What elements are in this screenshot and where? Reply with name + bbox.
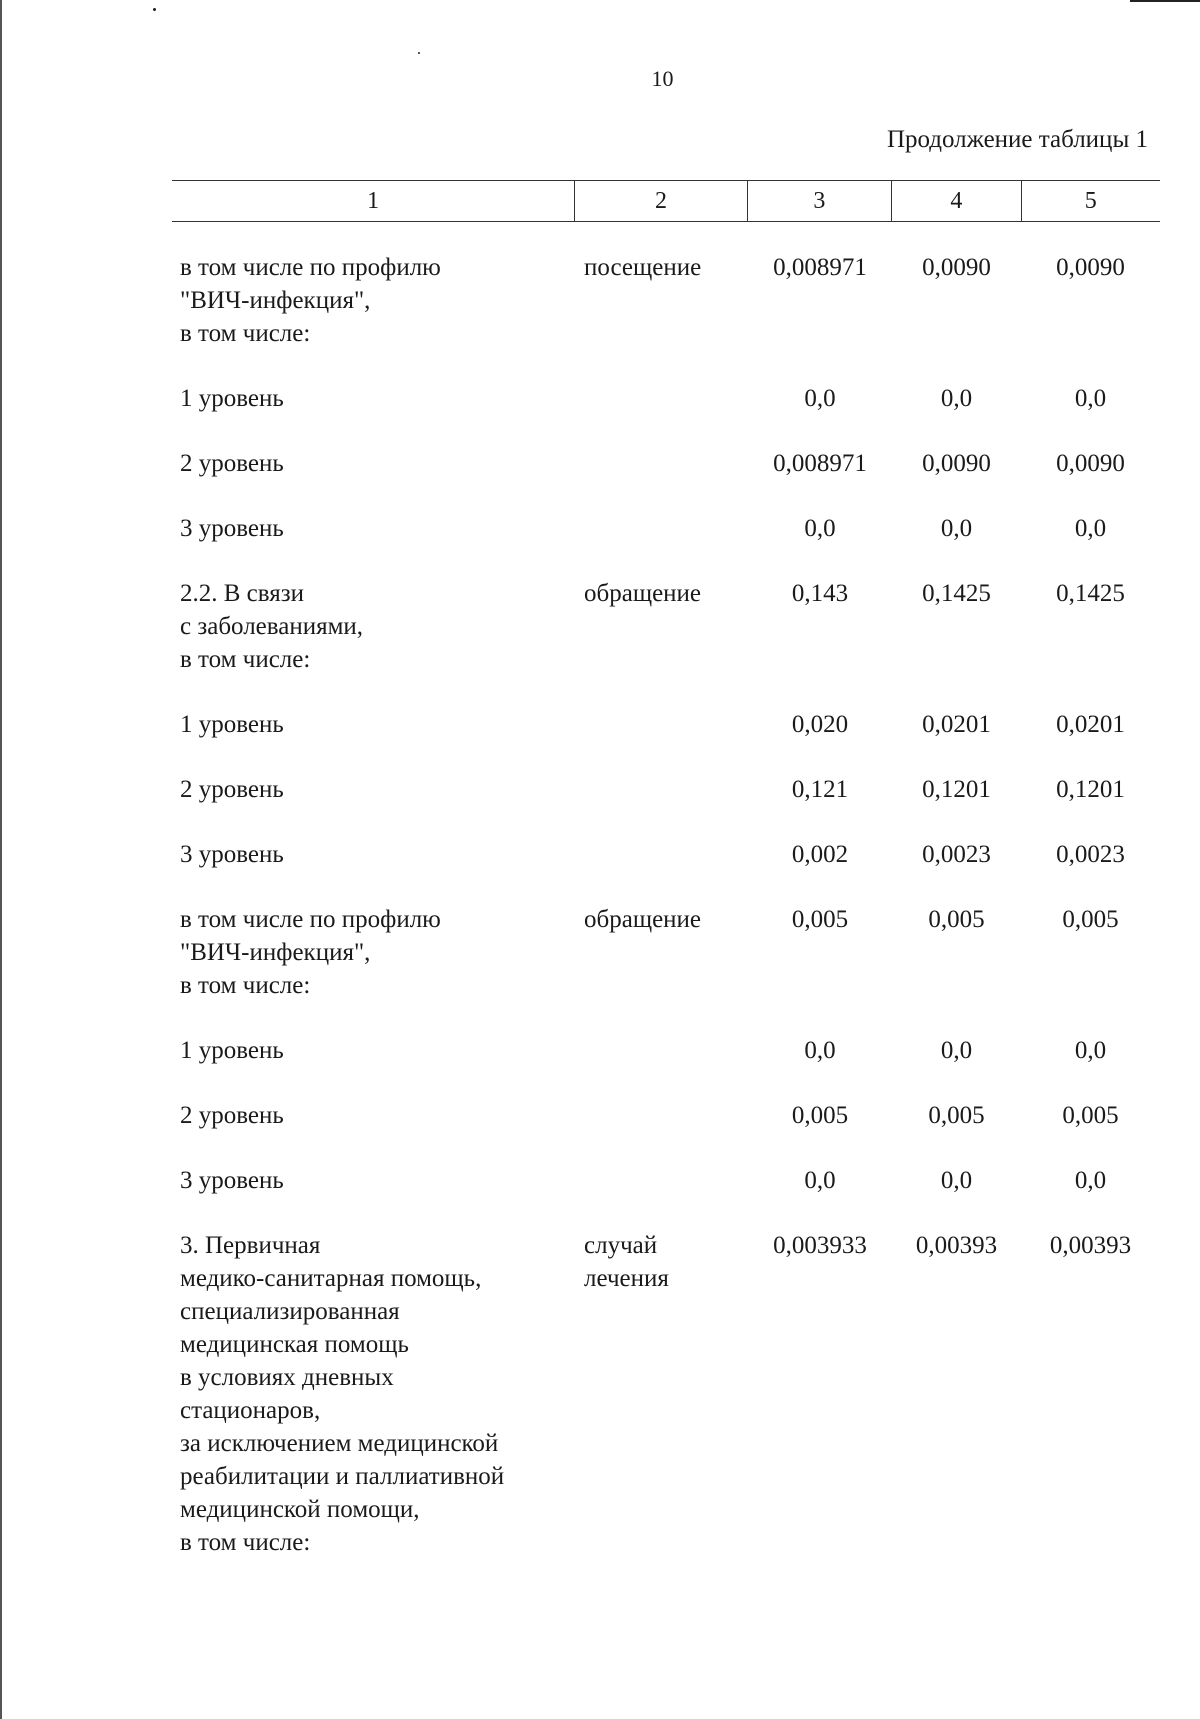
row-name-line: 3 уровень [180, 841, 284, 868]
row-value-v5: 0,0090 [1056, 450, 1125, 477]
row-value-v5: 0,0 [1074, 515, 1107, 542]
scan-edge-line [0, 0, 2, 1719]
row-name-cell [172, 251, 576, 350]
row-unit-cell [576, 577, 748, 610]
page-number: 10 [651, 66, 674, 91]
row-value-v3: 0,0 [804, 385, 836, 412]
table-row [172, 512, 1160, 545]
row-name-line: с заболеваниями, [180, 613, 364, 640]
row-name-line: 2 уровень [180, 1102, 284, 1129]
row-value-v4: 0,0090 [922, 450, 991, 477]
row-name-cell [172, 903, 576, 1002]
row-value-v5: 0,0 [1074, 1037, 1107, 1064]
row-value-v5: 0,0023 [1056, 841, 1125, 868]
row-name-line: 1 уровень [180, 711, 284, 738]
table-header-row [172, 180, 1160, 222]
row-name-cell [172, 838, 576, 871]
row-value-v3: 0,005 [791, 1102, 849, 1129]
row-value-v4: 0,005 [928, 906, 985, 933]
row-value-v4: 0,0090 [922, 254, 991, 281]
row-name-cell [172, 773, 576, 806]
row-name-cell [172, 1229, 576, 1559]
row-name-cell [172, 1099, 576, 1132]
row-value-v4: 0,1425 [922, 580, 991, 607]
row-value-v5: 0,005 [1062, 906, 1119, 933]
row-unit-cell [576, 251, 748, 284]
row-name-line: 3 уровень [180, 515, 284, 542]
table-row [172, 382, 1160, 415]
column-header-5: 5 [1084, 188, 1097, 214]
row-name-line: в том числе: [180, 972, 311, 999]
row-name-cell [172, 1034, 576, 1067]
row-value-v4: 0,0 [940, 385, 973, 412]
row-unit-line: обращение [584, 906, 702, 933]
row-unit-line: случай [584, 1232, 658, 1259]
row-name-line: 1 уровень [180, 385, 284, 412]
row-unit-cell [576, 903, 748, 936]
row-value-v4: 0,0 [940, 1167, 973, 1194]
row-name-line: в том числе: [180, 646, 311, 673]
row-value-v3: 0,0 [804, 1167, 836, 1194]
row-value-v5: 0,1201 [1056, 776, 1125, 803]
column-header-1: 1 [172, 181, 575, 221]
row-name-cell [172, 382, 576, 415]
row-value-v5: 0,1425 [1056, 580, 1125, 607]
row-value-v5: 0,00393 [1049, 1232, 1132, 1259]
row-unit-cell [576, 1229, 748, 1295]
row-name-line: реабилитации и паллиативной [180, 1463, 505, 1490]
row-name-line: в том числе по профилю [180, 254, 441, 281]
row-value-v4: 0,005 [928, 1102, 985, 1129]
row-name-line: 2.2. В связи [180, 580, 304, 607]
table-row [172, 447, 1160, 480]
row-name-line: специализированная [180, 1298, 400, 1325]
row-value-v4: 0,0023 [922, 841, 991, 868]
row-unit-line: лечения [584, 1265, 669, 1292]
row-name-line: "ВИЧ-инфекция", [180, 287, 371, 314]
row-value-v3: 0,143 [791, 580, 849, 607]
column-header-3: 3 [748, 181, 892, 221]
row-name-line: медицинская помощь [180, 1331, 409, 1358]
row-unit-line: обращение [584, 580, 702, 607]
table-row [172, 577, 1160, 676]
row-value-v3: 0,0 [804, 515, 836, 542]
row-name-line: в том числе: [180, 1529, 311, 1556]
column-header-2: 2 [575, 181, 747, 221]
row-name-line: 3. Первичная [180, 1232, 321, 1259]
row-value-v3: 0,121 [791, 776, 849, 803]
row-value-v3: 0,003933 [773, 1232, 867, 1259]
row-value-v5: 0,0090 [1056, 254, 1125, 281]
row-name-cell [172, 1164, 576, 1197]
row-name-line: медицинской помощи, [180, 1496, 420, 1523]
row-value-v3: 0,002 [791, 841, 849, 868]
row-value-v3: 0,008971 [773, 450, 867, 477]
row-name-line: 2 уровень [180, 450, 284, 477]
table-continuation-label: Продолжение таблицы 1 [886, 126, 1148, 153]
row-value-v4: 0,00393 [915, 1232, 998, 1259]
row-unit-line: посещение [584, 254, 702, 281]
table-row [172, 1099, 1160, 1132]
table-row [172, 1229, 1160, 1559]
scan-dot [418, 52, 420, 54]
row-value-v5: 0,0 [1074, 1167, 1107, 1194]
row-name-line: за исключением медицинской [180, 1430, 499, 1457]
row-name-line: 2 уровень [180, 776, 284, 803]
table-row [172, 251, 1160, 350]
row-name-line: в том числе по профилю [180, 906, 441, 933]
scan-edge-line [1130, 0, 1200, 2]
row-name-line: 1 уровень [180, 1037, 284, 1064]
row-name-line: медико-санитарная помощь, [180, 1265, 482, 1292]
row-name-line: 3 уровень [180, 1167, 284, 1194]
row-value-v5: 0,005 [1062, 1102, 1119, 1129]
row-name-cell [172, 708, 576, 741]
row-value-v4: 0,1201 [922, 776, 991, 803]
row-value-v3: 0,020 [791, 711, 849, 738]
row-value-v3: 0,005 [791, 906, 849, 933]
row-name-line: в условиях дневных [180, 1364, 394, 1391]
row-value-v5: 0,0 [1074, 385, 1107, 412]
table-row [172, 1164, 1160, 1197]
scan-dot [153, 8, 156, 11]
row-value-v4: 0,0201 [922, 711, 991, 738]
row-value-v3: 0,008971 [773, 254, 867, 281]
row-value-v3: 0,0 [804, 1037, 836, 1064]
row-name-cell [172, 447, 576, 480]
table-body [172, 251, 1160, 1559]
table-row [172, 1034, 1160, 1067]
table-row [172, 838, 1160, 871]
row-value-v4: 0,0 [940, 1037, 973, 1064]
row-name-line: "ВИЧ-инфекция", [180, 939, 371, 966]
row-value-v5: 0,0201 [1056, 711, 1125, 738]
row-name-cell [172, 512, 576, 545]
row-value-v4: 0,0 [940, 515, 973, 542]
table-row [172, 773, 1160, 806]
row-name-line: стационаров, [180, 1397, 321, 1424]
table-row [172, 903, 1160, 1002]
row-name-line: в том числе: [180, 320, 311, 347]
table-row [172, 708, 1160, 741]
row-name-cell [172, 577, 576, 676]
column-header-4: 4 [892, 181, 1021, 221]
